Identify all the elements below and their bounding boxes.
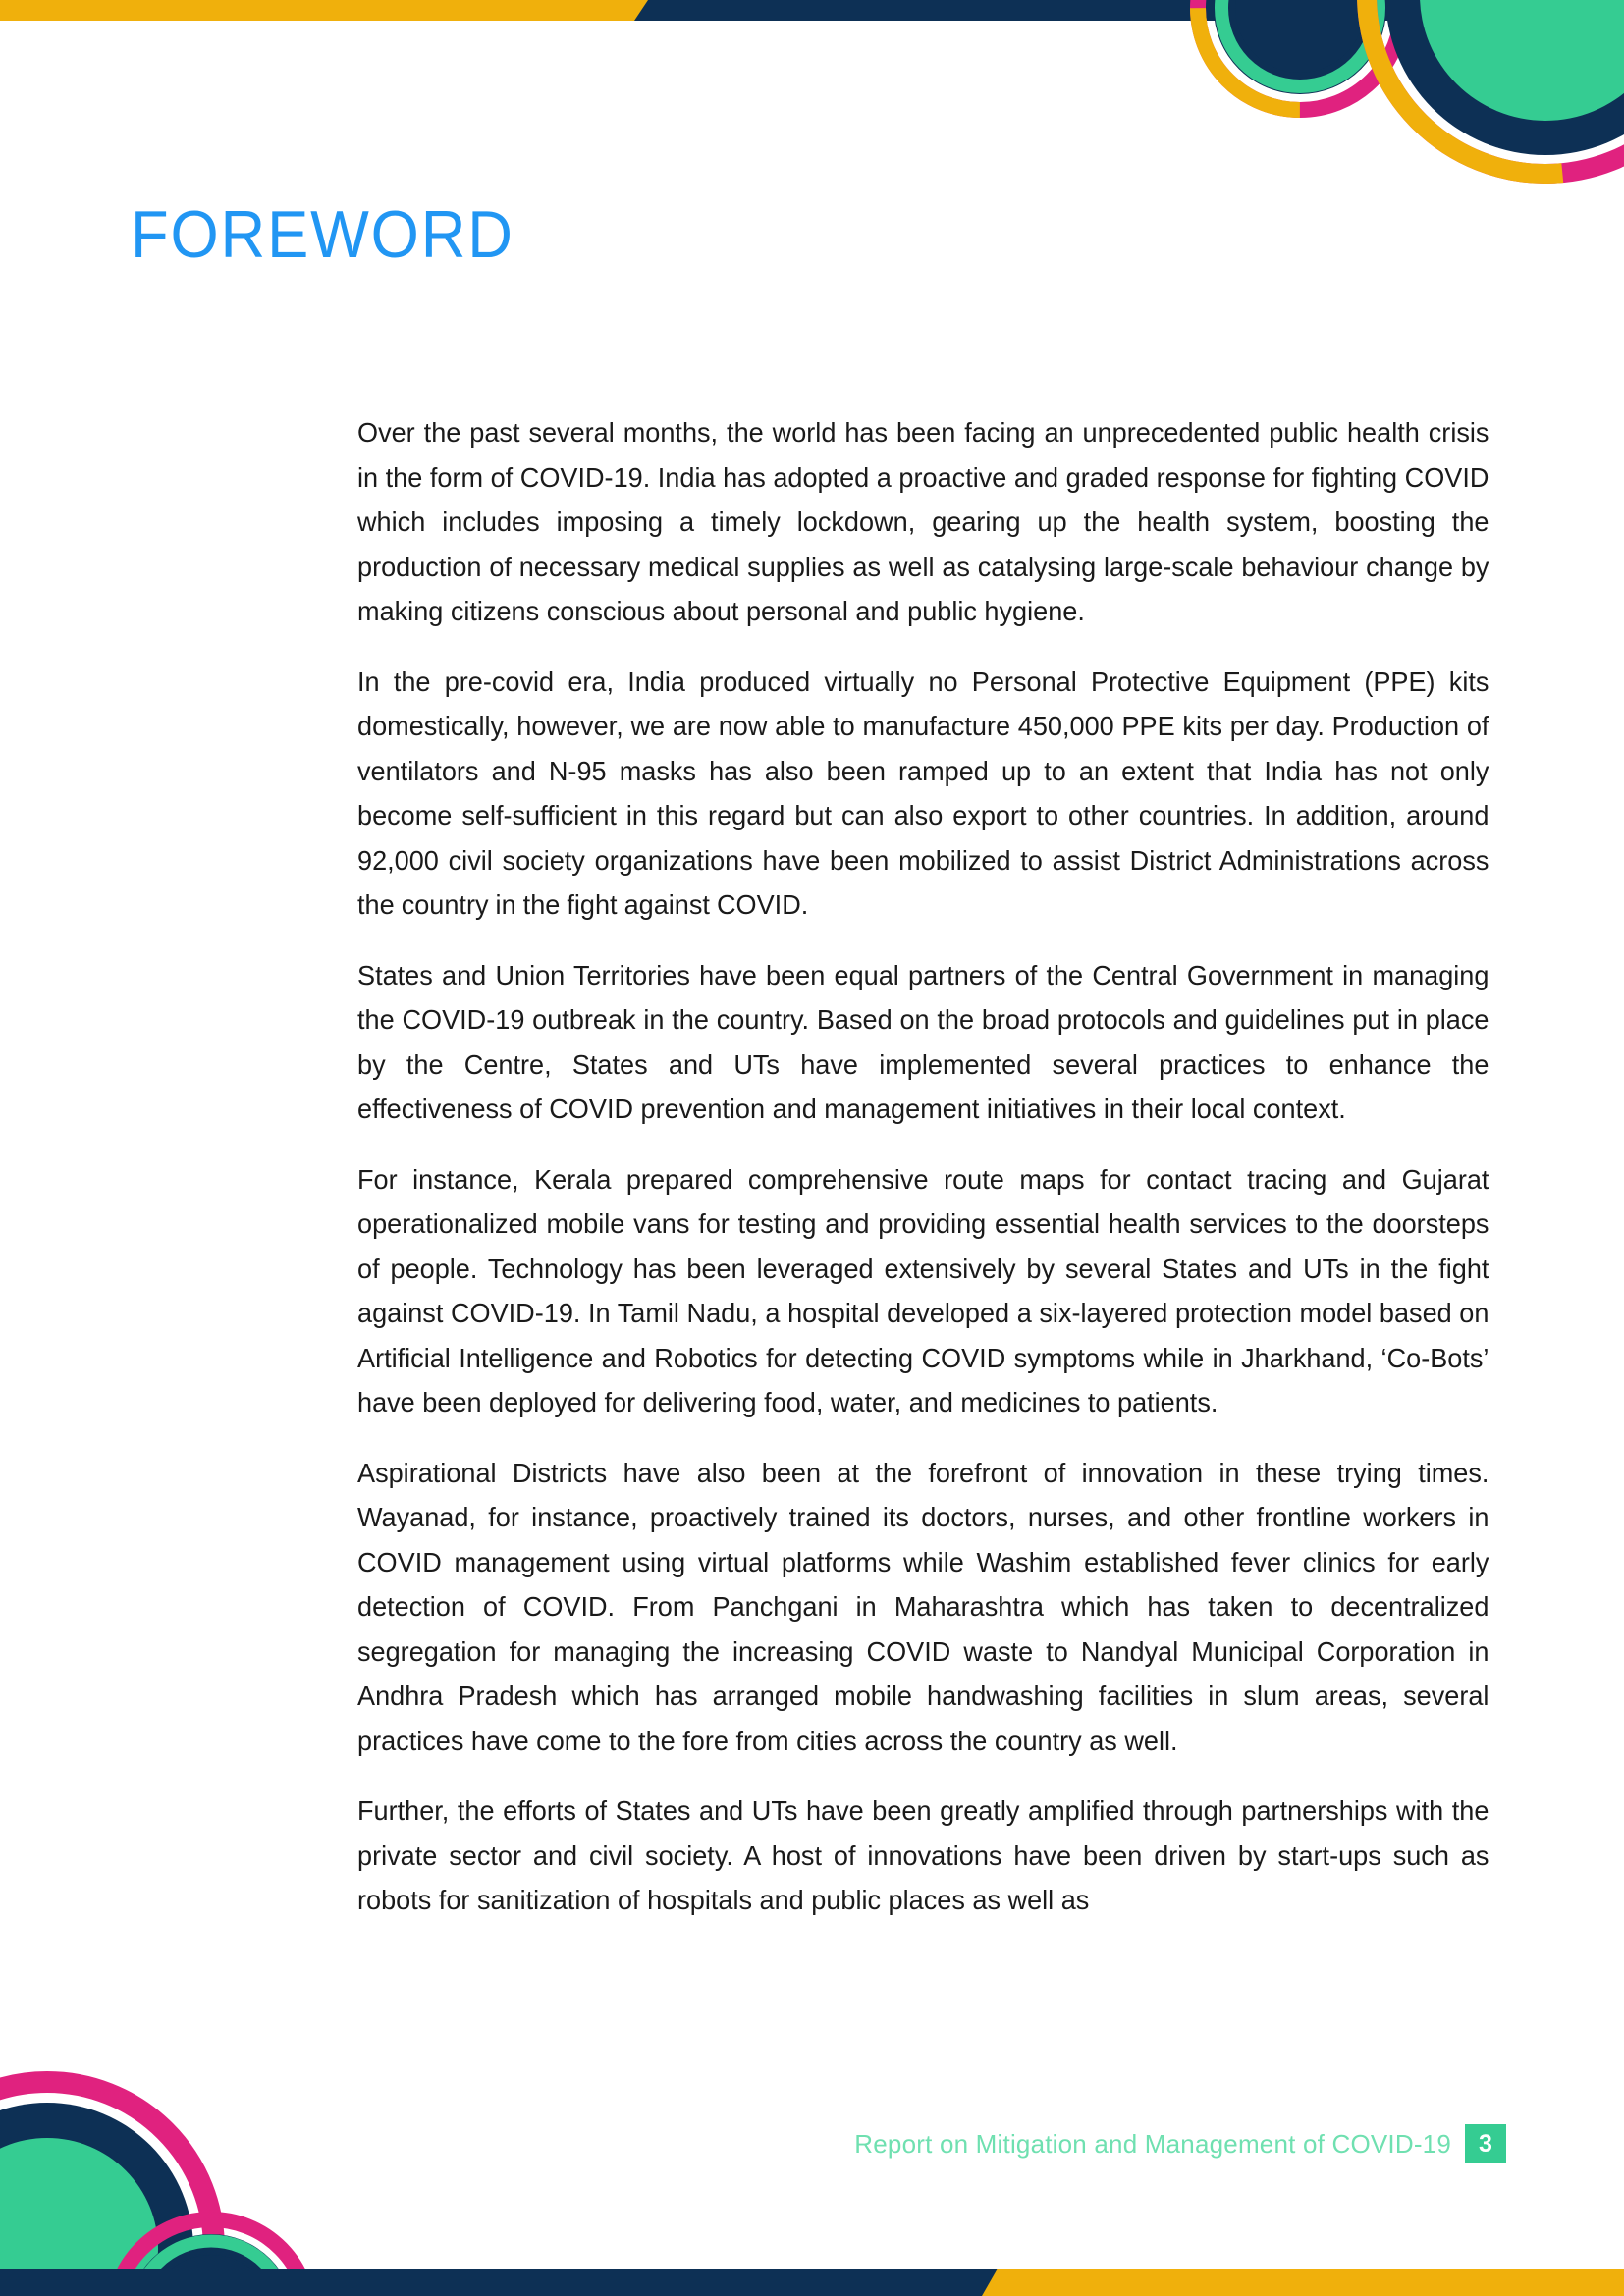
footer-title: Report on Mitigation and Management of COVID-19 — [854, 2128, 1451, 2159]
bottom-left-decorative-circles — [0, 2021, 412, 2296]
paragraph: In the pre-covid era, India produced virtually no Personal Protective Equipment (PPE) kits domestically, however, we are now able to manufacture 450,000 PPE kits per day. Production of ventilators and N-95 masks has also been ramped up to an extent that India has not only become self-sufficient in this regard but can also export to other countries. In addition, around 92,000 civil society organizations have been mobilized to assist District Administrations across the country in the fight against COVID. — [357, 666, 1489, 920]
bottom-decorative-bar — [0, 2269, 1624, 2296]
large-circle-group — [0, 2082, 214, 2296]
paragraph: States and Union Territories have been equal partners of the Central Government in managing the COVID-19 outbreak in the country. Based on the broad protocols and guidelines put in place by the Centre, States and UTs have implemented several practices to enhance the effectiveness of COVID prevention and management initiatives in their local context. — [357, 959, 1489, 1124]
paragraph: Over the past several months, the world has been facing an unprecedented public health crisis in the form of COVID-19. India has adopted a proactive and graded response for fighting COVID which includes imposing a timely lockdown, gearing up the health system, boosting the production of necessary medical supplies as well as catalysing large-scale behaviour change by making citizens conscious about personal and public hygiene. — [357, 417, 1489, 626]
foreword-body — [357, 410, 1506, 1923]
page-number-badge: 3 — [1465, 2124, 1506, 2163]
paragraph: Further, the efforts of States and UTs have been greatly amplified through partnerships with the private sector and civil society. A host of innovations have been driven by start-ups such as robots for sanitization of hospitals and public places as well as — [357, 1795, 1489, 1915]
paragraph: For instance, Kerala prepared comprehensive route maps for contact tracing and Gujarat operationalized mobile vans for testing and providing essential health services to the doorsteps of people. Technology has been leveraged extensively by several States and UTs in the fight against COVID-19. In Tamil Nadu, a hospital developed a six-layered protection model based on Artificial Intelligence and Robotics for detecting COVID symptoms while in Jharkhand, ‘Co-Bots’ have been deployed for delivering food, water, and medicines to patients. — [357, 1163, 1489, 1417]
large-circle-group — [1367, 0, 1624, 174]
top-bar-yellow-segment — [0, 0, 648, 21]
top-bar-navy-segment — [634, 0, 1624, 21]
paragraph: Aspirational Districts have also been at the forefront of innovation in these trying times. Wayanad, for instance, proactively trained its doctors, nurses, and other frontline workers in COVID management using virtual platforms while Washim established fever clinics for early detection of COVID. From Panchgani in Maharashtra which has taken to decentralized segregation for managing the increasing COVID waste to Nandyal Municipal Corporation in Andhra Pradesh which has arranged mobile handwashing facilities in slum areas, several practices have come to the fore from cities across the country as well. — [357, 1457, 1489, 1756]
page-footer — [854, 2124, 1506, 2163]
decorative-circles-svg — [1153, 0, 1624, 255]
top-right-decorative-circles — [1153, 0, 1624, 255]
bottom-bar-yellow-segment — [982, 2269, 1624, 2296]
top-decorative-bar — [0, 0, 1624, 21]
decorative-circles-svg — [0, 2021, 412, 2296]
page-title: FOREWORD — [131, 197, 514, 272]
bottom-bar-navy-segment — [0, 2269, 1001, 2296]
